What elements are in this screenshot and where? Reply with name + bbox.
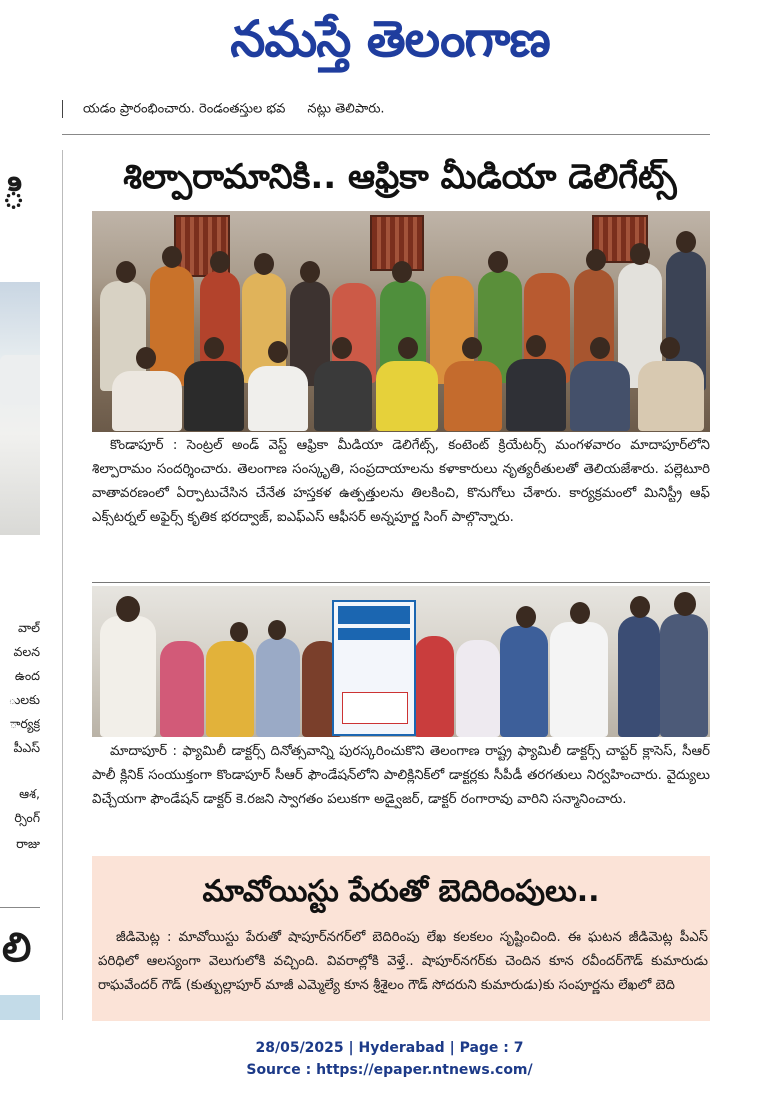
- photo-person: [314, 361, 372, 431]
- photo-person: [618, 616, 660, 737]
- photo-head: [268, 620, 286, 640]
- photo-person: [160, 641, 204, 737]
- photo-head: [526, 335, 546, 357]
- photo-head: [332, 337, 352, 359]
- masthead-title: నమస్తే తెలంగాణ: [230, 10, 550, 68]
- photo-head: [210, 251, 230, 273]
- banner-logo: [338, 606, 410, 624]
- story2-body: [92, 740, 710, 812]
- column-divider: [62, 150, 63, 1020]
- top-strip-text-a: యడం ప్రారంభించారు. రెండంతస్తుల భవ: [83, 101, 286, 117]
- photo-head: [462, 337, 482, 359]
- left-headline-fragment: ి: [2, 172, 26, 218]
- photo-head: [398, 337, 418, 359]
- story1-photo: [92, 211, 710, 432]
- footer-date-line: 28/05/2025 | Hyderabad | Page : 7: [255, 1040, 524, 1056]
- left-photo: [0, 995, 40, 1020]
- left-text-line: ఉంద: [14, 668, 40, 683]
- afpi-banner: [332, 600, 416, 736]
- photo-person: [660, 614, 708, 737]
- left-text-line: ర్సింగ్: [14, 810, 40, 825]
- photo-head: [660, 337, 680, 359]
- left-text-line: పీఎస్: [13, 740, 40, 755]
- horizontal-rule: [62, 134, 710, 135]
- photo-head: [674, 592, 696, 616]
- photo-person: [206, 641, 254, 737]
- horizontal-rule: [0, 907, 40, 908]
- left-text-line: ార్యక్ర: [9, 716, 40, 731]
- photo-person: [376, 361, 438, 431]
- photo-person: [444, 361, 502, 431]
- photo-person: [100, 616, 156, 737]
- story1-body: [92, 434, 710, 530]
- photo-person: [414, 636, 454, 737]
- photo-head: [570, 602, 590, 624]
- banner-text-panel: [342, 692, 408, 724]
- photo-head: [136, 347, 156, 369]
- photo-head: [630, 596, 650, 618]
- photo-head: [268, 341, 288, 363]
- left-photo: [0, 282, 40, 535]
- photo-head: [300, 261, 320, 283]
- story2-paragraph: మాదాపూర్ : ఫ్యామిలీ డాక్టర్స్ దినోత్సవాన్ని పురస్కరించుకొని తెలంగాణ రాష్ట్ర ఫ్యామిలీ డాక్టర్స్ చాప్టర్ క్లాసెస్, సీఆర్ పాలీ క్లినిక్ సంయుక్తంగా కొండాపూర్ సీఆర్ ఫౌండేషన్‌లోని పాలిక్లినిక్‌లో డాక్టర్లకు సీపీడీ తరగతులు నిర్వహించారు. వైద్యులు విచ్చేయగా ఫౌండేషన్ డాక్టర్ కె.రజని స్వాగతం పలుకగా అడ్వైజర్, డాక్టర్ రంగారావు వారిని సన్మానించారు.: [92, 744, 710, 807]
- photo-person: [256, 638, 300, 737]
- story1-paragraph: కొండాపూర్ : సెంట్రల్ అండ్ వెస్ట్ ఆఫ్రికా మీడియా డెలిగేట్స్, కంటెంట్ క్రియేటర్స్ మంగళవారం మాదాపూర్‌లోని శిల్పారామం సందర్శించారు. తెలంగాణ సంస్కృతి, సంప్రదాయాలను కళాకారులు నృత్యరీతులతో తెలియజేశారు. పల్లెటూరి వాతావరణంలో ఏర్పాటుచేసిన చేనేత హస్తకళ ఉత్పత్తులను తిలకించి, కొనుగోలు చేశారు. కార్యక్రమంలో మినిస్ట్రీ ఆఫ్ ఎక్స్‌టర్నల్ అఫైర్స్ కృతిక భరద్వాజ్, ఐఎఫ్ఎస్ ఆఫీసర్ అన్నపూర్ణ సింగ్ పాల్గొన్నారు.: [92, 438, 710, 525]
- photo-head: [488, 251, 508, 273]
- photo-person: [570, 361, 630, 431]
- story2-photo: [92, 586, 710, 737]
- photo-head: [676, 231, 696, 253]
- left-text-line: ులకు: [8, 692, 40, 707]
- photo-person: [456, 640, 500, 737]
- photo-head: [230, 622, 248, 642]
- photo-head: [590, 337, 610, 359]
- page-bottom-margin: [0, 1021, 779, 1101]
- photo-head: [162, 246, 182, 268]
- column-divider: [62, 100, 63, 118]
- top-strip: [62, 100, 702, 120]
- photo-person: [112, 371, 182, 431]
- left-photo-car: [0, 355, 40, 405]
- left-text-line: వలన: [13, 644, 40, 659]
- photo-head: [254, 253, 274, 275]
- photo-head: [392, 261, 412, 283]
- story1-headline: శిల్పారామానికి.. ఆఫ్రికా మీడియా డెలిగేట్స్: [123, 157, 677, 197]
- photo-head: [516, 606, 536, 628]
- photo-head: [116, 596, 140, 622]
- left-column: [0, 150, 40, 1020]
- footer-source-line: Source : https://epaper.ntnews.com/: [246, 1062, 533, 1078]
- banner-subtitle: [338, 628, 410, 640]
- photo-person: [550, 622, 608, 737]
- left-text-line: వాల్: [18, 620, 40, 635]
- photo-head: [204, 337, 224, 359]
- left-headline-fragment: లి: [2, 925, 32, 971]
- photo-head: [116, 261, 136, 283]
- top-strip-text-b: నట్లు తెలిపారు.: [307, 101, 385, 117]
- photo-person: [506, 359, 566, 431]
- story3-paragraph: జీడిమెట్ల : మావోయిస్టు పేరుతో షాపూర్‌నగర్‌లో బెదిరింపు లేఖ కలకలం సృష్టించింది. ఈ ఘటన జీడిమెట్ల పీఎస్ పరిధిలో ఆలస్యంగా వెలుగులోకి వచ్చింది. వివరాల్లోకి వెళ్తే.. షాపూర్‌నగర్‌కు చెందిన కూన రవీందర్‌గౌడ్ కుమారుడు రాఘవేందర్ గౌడ్ (కుత్బుల్లాపూర్ మాజీ ఎమ్మెల్యే కూన శ్రీశైలం గౌడ్ సోదరుని కుమారుడు)కు సంపూర్ణను లేఖలో బెది: [98, 930, 708, 993]
- photo-person: [638, 361, 704, 431]
- left-text-line: రాజు: [16, 836, 40, 851]
- photo-person: [184, 361, 244, 431]
- photo-head: [630, 243, 650, 265]
- photo-person: [248, 366, 308, 431]
- story3-headline: మావోయిస్టు పేరుతో బెదిరింపులు..: [202, 874, 600, 909]
- photo-head: [586, 249, 606, 271]
- horizontal-rule: [92, 582, 710, 583]
- photo-person: [500, 626, 548, 737]
- story3-body: [98, 926, 708, 1022]
- left-text-line: ఆశ,: [19, 786, 40, 801]
